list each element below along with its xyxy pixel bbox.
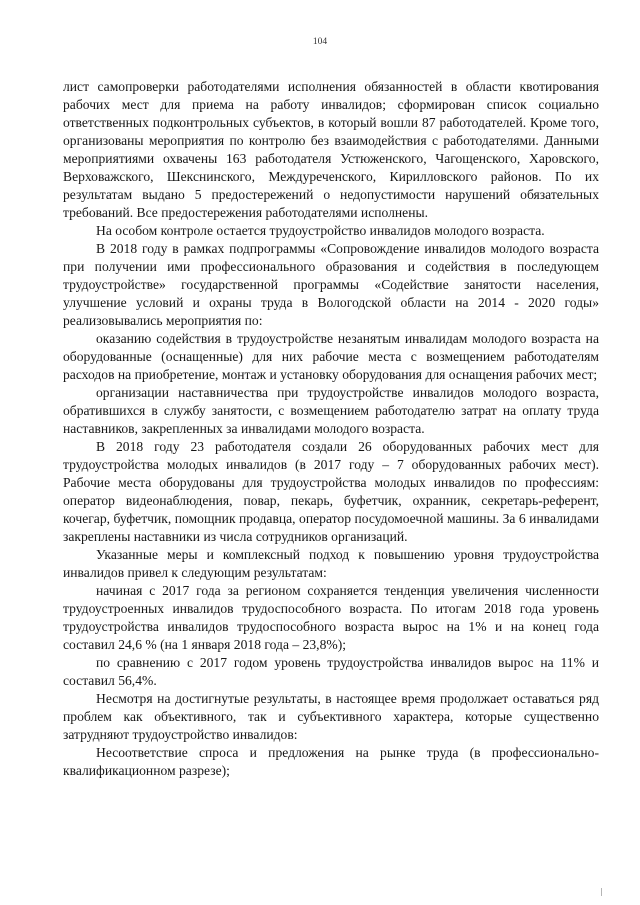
paragraph: Несмотря на достигнутые результаты, в настоящее время продолжает оставаться ряд проблем как объективного, так и субъективного характера, которые существенно затрудняют трудоустройство инвалидов: — [63, 691, 599, 742]
paragraph: В 2018 году в рамках подпрограммы «Сопровождение инвалидов молодого возраста при получении ими профессионального образования и содействия в последующем трудоустройстве» государственной программы «Содействие занятости населения, улучшение условий и охраны труда в Вологодской области на 2014 - 2020 годы» реализовывались мероприятия по: — [63, 241, 599, 328]
paragraph-continuation: лист самопроверки работодателями исполнения обязанностей в области квотирования рабочих мест для приема на работу инвалидов; сформирован список социально ответственных подконтрольных субъектов, в который вошли 87 работодателей. Кроме того, организованы мероприятия по контролю без взаимодействия с работодателями. Данными мероприятиями охвачены 163 работодателя Устюженского, Чагощенского, Харовского, Верховажского, Шекснинского, Междуреченского, Кирилловского районов. По их результатам выдано 5 предостережений о недопустимости нарушений обязательных требований. Все предостережения работодателями исполнены. — [63, 79, 599, 220]
paragraph: В 2018 году 23 работодателя создали 26 оборудованных рабочих мест для трудоустройства молодых инвалидов (в 2017 году – 7 оборудованных рабочих мест). Рабочие места оборудованы для трудоустройства молодых инвалидов по профессиям: оператор видеонаблюдения, повар, пекарь, буфетчик, охранник, секретарь-референт, кочегар, буфетчик, помощник продавца, оператор посудомоечной машины. За 6 инвалидами закреплены наставники из числа сотрудников организаций. — [63, 439, 599, 544]
paragraph: начиная с 2017 года за регионом сохраняется тенденция увеличения численности трудоустроенных инвалидов трудоспособного возраста. По итогам 2018 года уровень трудоустройства инвалидов трудоспособного возраста вырос на 1% и на конец года составил 24,6 % (на 1 января 2018 года – 23,8%); — [63, 583, 599, 652]
scan-mark — [601, 888, 602, 896]
document-body — [63, 78, 599, 780]
paragraph: оказанию содействия в трудоустройстве незанятым инвалидам молодого возраста на оборудованные (оснащенные) для них рабочие места с возмещением работодателям расходов на приобретение, монтаж и установку оборудования для оснащения рабочих мест; — [63, 331, 599, 382]
paragraph: На особом контроле остается трудоустройство инвалидов молодого возраста. — [96, 223, 545, 238]
paragraph: по сравнению с 2017 годом уровень трудоустройства инвалидов вырос на 11% и составил 56,4%. — [63, 655, 599, 688]
paragraph: Несоответствие спроса и предложения на рынке труда (в профессионально-квалификационном разрезе); — [63, 745, 599, 778]
paragraph: Указанные меры и комплексный подход к повышению уровня трудоустройства инвалидов привел к следующим результатам: — [63, 547, 599, 580]
page-number: 104 — [312, 37, 328, 47]
paragraph: организации наставничества при трудоустройстве инвалидов молодого возраста, обратившихся в службу занятости, с возмещением работодателю затрат на оплату труда наставников, закрепленных за инвалидами молодого возраста. — [63, 385, 599, 436]
